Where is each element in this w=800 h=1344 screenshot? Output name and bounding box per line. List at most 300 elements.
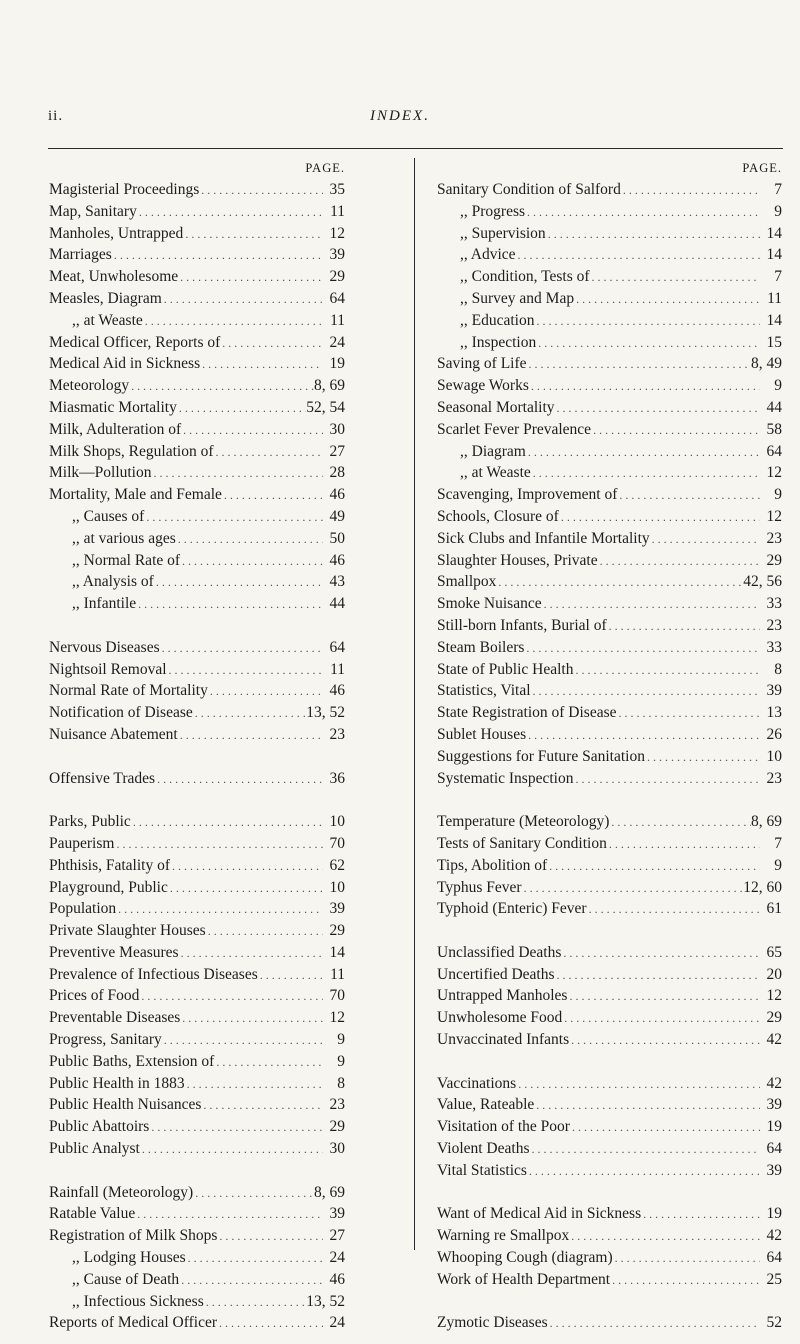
index-entry [437,702,782,724]
entry-page-number: 14 [766,224,782,242]
index-entry [437,288,782,310]
index-entry [437,811,782,833]
entry-label: Schools, Closure of [437,507,559,525]
entry-label: Measles, Diagram [49,289,162,307]
dot-leader [546,224,760,246]
index-entry [437,746,782,768]
dot-leader [542,594,760,616]
entry-label: Ratable Value [49,1205,136,1223]
entry-label: Warning re Smallpox [437,1227,570,1245]
dot-leader [609,812,751,834]
entry-page-number: 52 [766,1314,782,1332]
index-entry [437,1312,782,1334]
dot-leader [222,485,323,507]
dot-leader [598,551,760,573]
index-entry [437,898,782,920]
entry-page-number: 23 [329,725,345,743]
entry-page-number: 12, 60 [743,878,782,896]
entry-label: ,, Causes of [72,507,145,525]
entry-label: ,, at Weaste [72,311,143,329]
dot-leader [534,311,760,333]
dot-leader [555,398,760,420]
dot-leader [155,769,323,791]
dot-leader [135,1204,323,1226]
entry-label: ,, Lodging Houses [72,1249,186,1267]
index-entry [49,964,345,986]
dot-leader [183,224,323,246]
entry-page-number: 50 [329,529,345,547]
entry-page-number: 10 [766,747,782,765]
entry-label: Still-born Infants, Burial of [437,616,607,634]
entry-page-number: 46 [329,682,345,700]
entry-label: Systematic Inspection [437,769,574,787]
index-entry [49,1073,345,1095]
dot-leader [547,856,760,878]
entry-page-number: 26 [766,725,782,743]
entry-label: Manholes, Untrapped [49,224,184,242]
entry-page-number: 61 [766,900,782,918]
entry-page-number: 11 [330,965,345,983]
entry-page-number: 29 [766,551,782,569]
index-entry [437,593,782,615]
entry-page-number: 33 [766,638,782,656]
index-entry [49,550,345,572]
entry-label: Preventive Measures [49,943,179,961]
entry-label: Violent Deaths [437,1140,530,1158]
dot-leader [526,442,760,464]
header-rule [48,148,783,149]
entry-page-number: 25 [766,1270,782,1288]
entry-page-number: 39 [766,1161,782,1179]
index-entry [437,484,782,506]
entry-page-number: 12 [329,224,345,242]
entry-page-number: 29 [329,922,345,940]
dot-leader [587,899,760,921]
entry-label: Meteorology [49,377,130,395]
index-entry [49,1269,345,1291]
entry-label: Medical Officer, Reports of [49,333,221,351]
entry-label: ,, at various ages [72,529,176,547]
entry-page-number: 14 [329,943,345,961]
page-header [0,108,800,138]
entry-label: Nervous Diseases [49,638,160,656]
entry-page-number: 15 [766,333,782,351]
dot-leader [116,899,323,921]
entry-label: ,, Diagram [460,442,526,460]
index-entry [49,1225,345,1247]
index-entry [437,659,782,681]
dot-leader [573,660,760,682]
dot-leader [529,376,760,398]
entry-page-number: 14 [766,246,782,264]
entry-page-number: 9 [774,856,782,874]
index-entry [437,244,782,266]
entry-label: ,, Normal Rate of [72,551,181,569]
dot-leader [567,986,760,1008]
entry-label: ,, Condition, Tests of [460,268,590,286]
dot-leader [162,289,323,311]
dot-leader [610,1270,760,1292]
dot-leader [536,333,760,355]
dot-leader [525,202,760,224]
entry-label: Parks, Public [49,813,131,831]
dot-leader [548,1313,760,1335]
index-entry [437,332,782,354]
entry-label: Unwholesome Food [437,1009,563,1027]
index-entry [49,833,345,855]
dot-leader [112,245,323,267]
index-entry [49,702,345,724]
entry-page-number: 8 [337,1074,345,1092]
dot-leader [185,1074,323,1096]
entry-page-number: 14 [766,311,782,329]
dot-leader [129,376,314,398]
index-entry [437,615,782,637]
entry-page-number: 13, 52 [306,704,345,722]
dot-leader [569,1030,760,1052]
index-entry [437,724,782,746]
index-entry [49,1182,345,1204]
page-column-heading: PAGE. [305,161,345,175]
index-entry [437,680,782,702]
entry-label: State of Public Health [437,660,574,678]
index-entry [437,266,782,288]
dot-leader [139,986,323,1008]
entry-label: Unvaccinated Infants [437,1031,570,1049]
entry-page-number: 19 [766,1205,782,1223]
index-entry [49,811,345,833]
entry-page-number: 8 [774,660,782,678]
dot-leader [562,1008,760,1030]
dot-leader [524,638,760,660]
dot-leader [217,1226,323,1248]
entry-label: Sanitary Condition of Salford [437,181,621,198]
entry-label: ,, Survey and Map [460,289,575,307]
entry-page-number: 30 [329,1140,345,1158]
index-entry [49,223,345,245]
entry-label: Map, Sanitary [49,202,137,220]
index-entry [437,1094,782,1116]
index-entry [49,310,345,332]
entry-page-number: 65 [766,943,782,961]
entry-page-number: 39 [766,1096,782,1114]
entry-page-number: 9 [774,377,782,395]
index-entry [437,506,782,528]
dot-leader [168,878,323,900]
entry-label: Normal Rate of Mortality [49,682,208,700]
entry-page-number: 28 [329,464,345,482]
entry-page-number: 46 [329,551,345,569]
dot-leader [569,1226,760,1248]
index-entry [437,310,782,332]
dot-leader [137,202,323,224]
dot-leader [181,420,323,442]
entry-label: Untrapped Manholes [437,987,568,1005]
entry-label: Public Health Nuisances [49,1096,202,1114]
entry-page-number: 20 [766,965,782,983]
dot-leader [527,354,751,376]
entry-label: Nightsoil Removal [49,660,167,678]
entry-label: Meat, Unwholesome [49,268,179,286]
index-entry [49,680,345,702]
index-entry [49,484,345,506]
dot-leader [178,725,323,747]
dot-leader [177,398,306,420]
entry-label: Zymotic Diseases [437,1314,548,1332]
dot-leader [574,289,760,311]
entry-label: Nuisance Abatement [49,725,178,743]
dot-leader [178,267,323,289]
entry-page-number: 8, 69 [751,813,782,831]
dot-leader [208,681,323,703]
entry-label: Playground, Public [49,878,168,896]
index-entry [49,1029,345,1051]
dot-leader [526,725,760,747]
entry-page-number: 52, 54 [306,398,345,416]
entry-label: Offensive Trades [49,769,156,787]
entry-page-number: 27 [329,1227,345,1245]
entry-page-number: 64 [766,442,782,460]
dot-leader [136,594,323,616]
index-entry [49,332,345,354]
entry-label: Registration of Milk Shops [49,1227,218,1245]
index-entry [437,855,782,877]
dot-leader [645,747,760,769]
dot-leader [607,616,760,638]
index-entry [437,877,782,899]
index-entry [49,375,345,397]
entry-label: Phthisis, Fatality of [49,856,170,874]
dot-leader [621,180,760,202]
entry-label: Public Health in 1883 [49,1074,185,1092]
entry-label: Sublet Houses [437,725,527,743]
entry-page-number: 23 [766,616,782,634]
entry-page-number: 11 [330,660,345,678]
entry-label: Notification of Disease [49,704,193,722]
entry-page-number: 7 [774,181,782,198]
index-entry [49,419,345,441]
entry-label: Pauperism [49,834,115,852]
dot-leader [131,812,323,834]
index-entry [437,223,782,245]
dot-leader [149,1117,323,1139]
entry-label: Smoke Nuisance [437,595,542,613]
dot-leader [258,965,323,987]
entry-page-number: 33 [766,595,782,613]
entry-page-number: 43 [329,573,345,591]
entry-page-number: 42, 56 [743,573,782,591]
entry-page-number: 64 [329,638,345,656]
entry-page-number: 46 [329,486,345,504]
entry-page-number: 8, 49 [751,355,782,373]
entry-page-number: 11 [767,289,782,307]
index-entry [437,964,782,986]
entry-page-number: 29 [329,268,345,286]
dot-leader [641,1204,760,1226]
entry-page-number: 13, 52 [306,1292,345,1310]
index-entry [49,506,345,528]
dot-leader [214,1052,323,1074]
dot-leader [201,1095,323,1117]
index-entry [49,1116,345,1138]
dot-leader [590,267,760,289]
index-list-right [437,179,782,1334]
column-divider [414,158,415,1250]
dot-leader [570,1117,760,1139]
index-entry [49,1051,345,1073]
dot-leader [144,507,323,529]
entry-label: Work of Health Department [437,1270,611,1288]
running-title: INDEX. [370,108,430,124]
entry-label: Vaccinations [437,1074,517,1092]
entry-page-number: 29 [329,1118,345,1136]
index-entry [437,1138,782,1160]
dot-leader [167,660,323,682]
dot-leader [176,529,323,551]
dot-leader [200,354,323,376]
entry-label: Value, Rateable [437,1096,535,1114]
dot-leader [193,1183,314,1205]
dot-leader [206,921,323,943]
index-entry [49,462,345,484]
entry-label: ,, Cause of Death [72,1270,180,1288]
index-entry [437,1203,782,1225]
entry-page-number: 39 [329,900,345,918]
page-column-heading: PAGE. [742,161,782,175]
index-entry [49,353,345,375]
index-entry [49,898,345,920]
index-entry [437,1269,782,1291]
dot-leader [516,1074,760,1096]
entry-page-number: 24 [329,1249,345,1267]
index-entry [437,441,782,463]
entry-page-number: 42 [766,1227,782,1245]
entry-page-number: 70 [329,987,345,1005]
dot-leader [220,333,323,355]
index-entry [49,942,345,964]
entry-page-number: 12 [766,507,782,525]
entry-label: Prices of Food [49,987,140,1005]
index-entry [49,855,345,877]
entry-page-number: 9 [774,486,782,504]
dot-leader [162,1030,323,1052]
entry-page-number: 11 [330,311,345,329]
index-entry [49,920,345,942]
index-entry [49,637,345,659]
dot-leader [140,1139,323,1161]
entry-label: Suggestions for Future Sanitation [437,747,645,765]
dot-leader [170,856,323,878]
index-entry [49,288,345,310]
entry-label: Public Baths, Extension of [49,1052,215,1070]
entry-label: Preventable Diseases [49,1009,181,1027]
entry-label: Milk—Pollution [49,464,152,482]
entry-label: Sick Clubs and Infantile Mortality [437,529,650,547]
dot-leader [217,1313,323,1335]
entry-label: ,, Education [460,311,535,329]
entry-page-number: 24 [329,1314,345,1332]
index-entry [49,877,345,899]
index-entry [49,985,345,1007]
entry-page-number: 29 [766,1009,782,1027]
entry-page-number: 23 [329,1096,345,1114]
entry-page-number: 19 [329,355,345,373]
index-entry [437,201,782,223]
entry-label: ,, Inspection [460,333,537,351]
index-entry [49,571,345,593]
entry-page-number: 44 [766,398,782,416]
entry-label: Marriages [49,246,112,264]
entry-label: Public Analyst [49,1140,140,1158]
entry-page-number: 39 [766,682,782,700]
dot-leader [607,834,760,856]
entry-label: Milk, Adulteration of [49,420,182,438]
entry-page-number: 7 [774,834,782,852]
entry-label: Miasmatic Mortality [49,398,177,416]
index-entry [49,179,345,201]
entry-page-number: 24 [329,333,345,351]
index-entry [437,1029,782,1051]
dot-leader [534,1095,760,1117]
entry-page-number: 64 [766,1249,782,1267]
dot-leader [186,1248,323,1270]
index-entry [49,1247,345,1269]
index-entry [49,1312,345,1334]
entry-page-number: 64 [766,1140,782,1158]
entry-label: Saving of Life [437,355,527,373]
entry-page-number: 70 [329,834,345,852]
index-entry [437,571,782,593]
index-entry [49,1007,345,1029]
dot-leader [561,943,760,965]
entry-label: Tips, Abolition of [437,856,548,874]
entry-page-number: 27 [329,442,345,460]
entry-page-number: 19 [766,1118,782,1136]
index-entry [437,397,782,419]
entry-label: Vital Statistics [437,1161,527,1179]
dot-leader [617,485,760,507]
entry-page-number: 11 [330,202,345,220]
entry-label: Medical Aid in Sickness [49,355,201,373]
index-entry [49,1291,345,1313]
entry-label: Private Slaughter Houses [49,922,206,940]
dot-leader [613,1248,760,1270]
index-entry [437,550,782,572]
entry-label: Slaughter Houses, Private [437,551,598,569]
dot-leader [527,1161,760,1183]
entry-label: Unclassified Deaths [437,943,562,961]
entry-label: Scavenging, Improvement of [437,486,618,504]
dot-leader [650,529,760,551]
entry-label: Prevalence of Infectious Diseases [49,965,258,983]
entry-page-number: 9 [337,1052,345,1070]
index-entry [437,1007,782,1029]
entry-label: Typhoid (Enteric) Fever [437,900,587,918]
dot-leader [529,1139,760,1161]
entry-label: ,, Progress [460,202,526,220]
entry-page-number: 35 [329,181,345,198]
entry-page-number: 39 [329,1205,345,1223]
entry-label: Sewage Works [437,377,529,395]
index-entry [49,201,345,223]
entry-page-number: 8, 69 [314,1183,345,1201]
entry-label: Seasonal Mortality [437,398,555,416]
index-entry [437,528,782,550]
index-entry [437,419,782,441]
index-entry [49,593,345,615]
entry-page-number: 9 [774,202,782,220]
dot-leader [516,245,760,267]
